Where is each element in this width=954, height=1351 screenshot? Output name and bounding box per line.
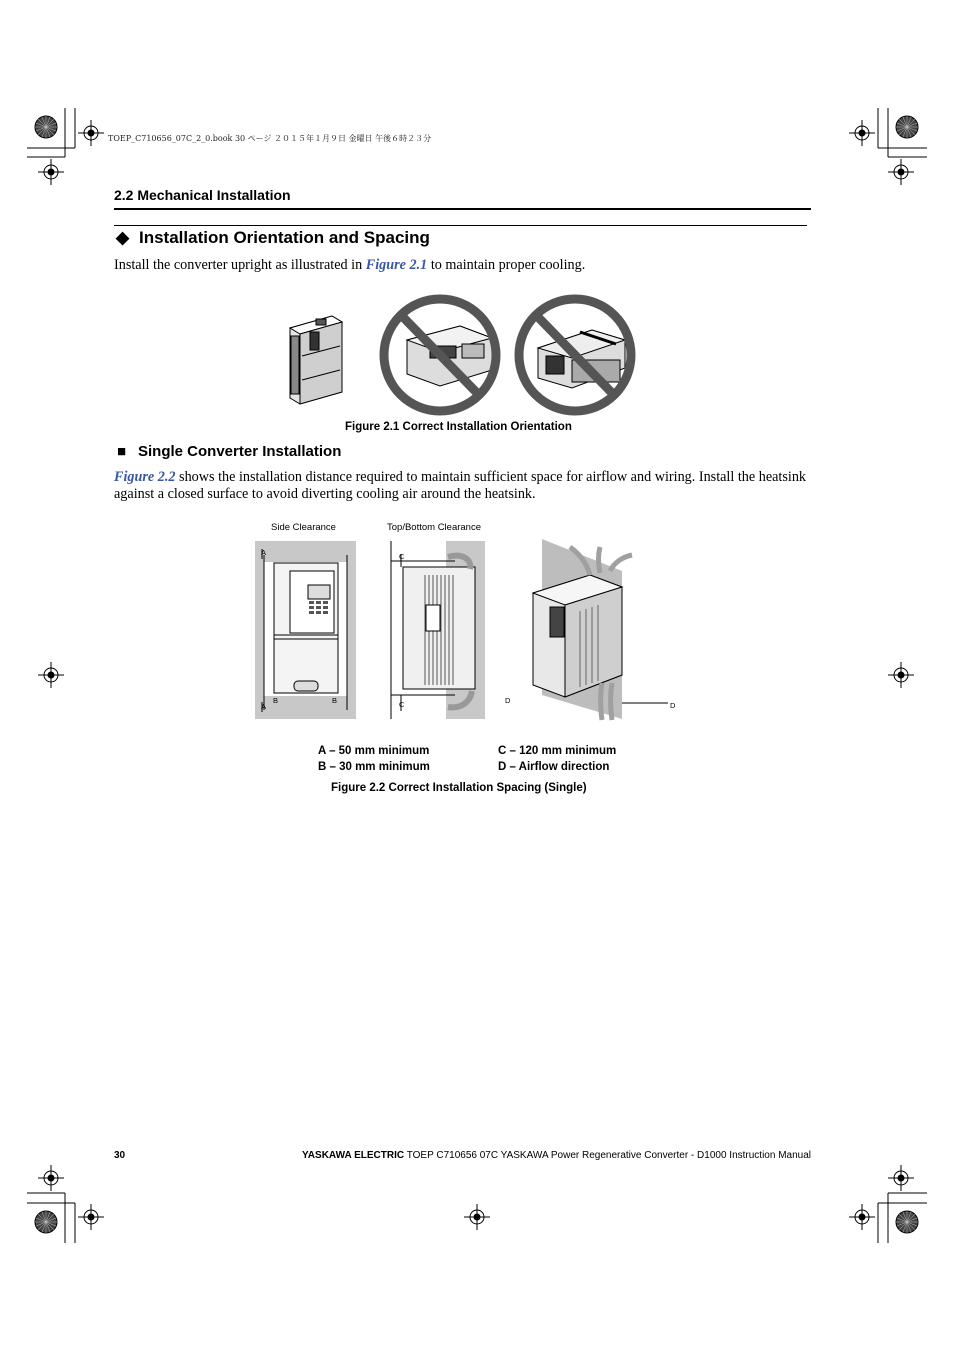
prohibited-sign-icon <box>519 299 631 411</box>
page-number: 30 <box>114 1150 126 1161</box>
crop-info-line: TOEP_C710656_07C_2_0.book 30 ページ ２０１５年１月９日 金曜日 午後６時２３分 <box>108 134 432 143</box>
legend-a: A – 50 mm minimum <box>318 745 430 757</box>
section-heading-orientation: Installation Orientation and Spacing <box>139 228 430 247</box>
figure-2-1-illustration <box>280 290 645 422</box>
orientation-text-pre: Install the converter upright as illustrated in <box>114 257 366 273</box>
section-heading-single-converter: Single Converter Installation <box>138 443 342 460</box>
airflow-letter-d-right: D <box>670 701 676 710</box>
legend-d: D – Airflow direction <box>498 761 610 773</box>
registration-crosshair-icon <box>78 1204 104 1230</box>
clearance-letter-a-bottom: A <box>261 702 267 711</box>
registration-crosshair-icon <box>78 120 104 146</box>
airflow-3d-diagram <box>533 539 668 720</box>
header-rule <box>114 208 811 210</box>
registration-crosshair-icon <box>38 159 64 185</box>
registration-crosshair-icon <box>849 1204 875 1230</box>
clearance-letter-c-top: C <box>399 552 405 561</box>
clearance-letter-b-left: B <box>273 696 279 705</box>
square-bullet-icon: ■ <box>117 443 127 460</box>
subsection-rule <box>114 225 807 226</box>
figure-2-2-caption: Figure 2.2 Correct Installation Spacing (Single) <box>331 782 587 794</box>
clearance-letter-b-right: B <box>332 696 338 705</box>
footer-manual-title <box>302 1150 811 1161</box>
radial-target-icon <box>896 116 918 138</box>
registration-crosshair-icon <box>38 1165 64 1191</box>
radial-target-icon <box>896 1211 918 1233</box>
orientation-text-post: to maintain proper cooling. <box>427 257 586 273</box>
airflow-letter-d-left: D <box>505 696 511 705</box>
registration-crosshair-icon <box>849 120 875 146</box>
registration-crosshair-icon <box>888 159 914 185</box>
clearance-letter-c-bottom: C <box>399 700 405 709</box>
legend-c: C – 120 mm minimum <box>498 745 617 757</box>
side-clearance-diagram <box>255 541 356 719</box>
registration-crosshair-icon <box>38 662 64 688</box>
diamond-bullet-icon: ◆ <box>116 228 130 247</box>
single-converter-paragraph-line1 <box>114 469 806 486</box>
single-converter-text-line2: against a closed surface to avoid diverting cooling air around the heatsink. <box>114 486 536 502</box>
footer-title-text: TOEP C710656 07C YASKAWA Power Regenerative Converter - D1000 Instruction Manual <box>404 1150 811 1161</box>
side-clearance-label: Side Clearance <box>271 522 336 533</box>
orientation-paragraph <box>114 257 585 274</box>
figure-2-1-caption: Figure 2.1 Correct Installation Orientation <box>345 421 572 433</box>
figure-2-1-link[interactable]: Figure 2.1 <box>365 257 428 273</box>
registration-crosshair-icon <box>888 1165 914 1191</box>
figure-2-2-illustration <box>250 535 690 725</box>
legend-b: B – 30 mm minimum <box>318 761 430 773</box>
prohibited-sign-icon <box>384 299 496 411</box>
registration-crosshair-icon <box>464 1204 490 1230</box>
radial-target-icon <box>35 1211 57 1233</box>
section-header: 2.2 Mechanical Installation <box>114 187 291 203</box>
registration-crosshair-icon <box>888 662 914 688</box>
single-converter-text-line1: shows the installation distance required to maintain sufficient space for airflow and wiring. Install the heatsink <box>175 469 807 485</box>
figure-2-2-link[interactable]: Figure 2.2 <box>114 469 176 485</box>
top-bottom-clearance-label: Top/Bottom Clearance <box>387 522 481 533</box>
top-bottom-clearance-diagram <box>391 541 485 719</box>
radial-target-icon <box>35 116 57 138</box>
footer-brand: YASKAWA ELECTRIC <box>302 1150 405 1161</box>
clearance-letter-a-top: A <box>261 548 267 557</box>
upright-converter-image <box>290 316 342 404</box>
